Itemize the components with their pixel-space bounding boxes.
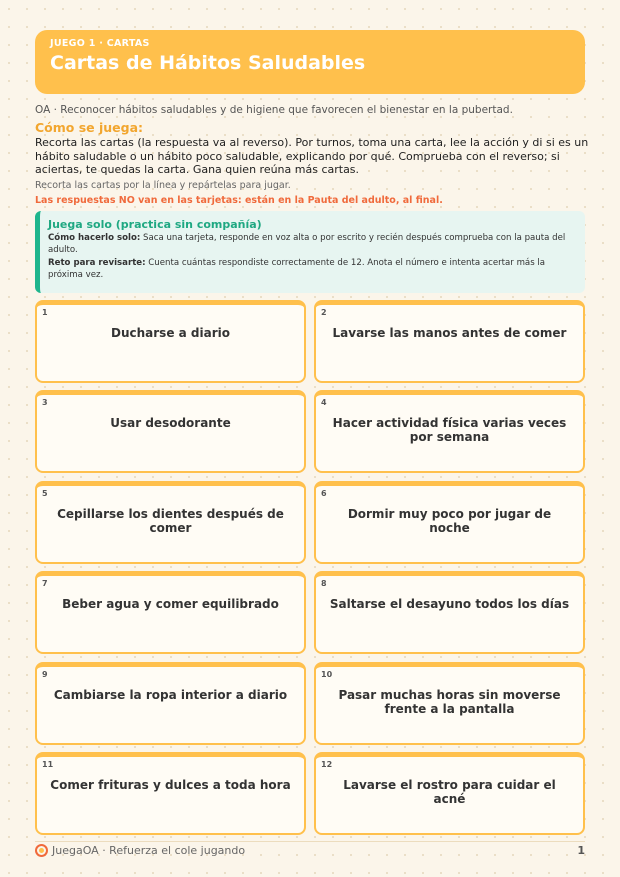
learning-objective: OA · Reconocer hábitos saludables y de higiene que favorecen el bienestar en la pubertad.	[35, 104, 513, 116]
card[interactable]	[314, 300, 585, 383]
card-text: Usar desodorante	[110, 416, 231, 430]
solo-how-text: Saca una tarjeta, responde en voz alta o por escrito y recién después comprueba con la pauta del adulto.	[48, 233, 566, 255]
card[interactable]	[35, 752, 306, 835]
card[interactable]	[314, 752, 585, 835]
card[interactable]	[314, 390, 585, 473]
card-text: Cepillarse los dientes después de comer	[57, 507, 284, 535]
answers-note: Las respuestas NO van en las tarjetas: están en la Pauta del adulto, al final.	[35, 195, 443, 206]
page-number: 1	[577, 844, 585, 857]
card-text: Pasar muchas horas sin moverse frente a la pantalla	[338, 688, 561, 716]
card-text: Lavarse el rostro para cuidar el acné	[343, 778, 556, 806]
card[interactable]	[35, 390, 306, 473]
card-number: 3	[42, 398, 48, 407]
card-number: 4	[321, 398, 327, 407]
card-text: Cambiarse la ropa interior a diario	[53, 688, 288, 702]
card-text: Hacer actividad física varias veces por semana	[332, 416, 567, 444]
card[interactable]	[35, 300, 306, 383]
card-number: 10	[321, 670, 333, 679]
card-text: Saltarse el desayuno todos los días	[329, 597, 570, 611]
solo-check	[48, 258, 573, 281]
card-text: Lavarse las manos antes de comer	[332, 326, 567, 340]
card-number: 9	[42, 670, 48, 679]
card[interactable]	[314, 481, 585, 564]
howto-heading: Cómo se juega:	[35, 120, 144, 135]
card-text: Dormir muy poco por jugar de noche	[347, 507, 552, 535]
solo-check-text: Cuenta cuántas respondiste correctamente de 12. Anota el número e intenta acertar más la próxima vez.	[48, 258, 546, 280]
card-number: 5	[42, 489, 48, 498]
solo-check-label: Reto para revisarte:	[48, 258, 146, 268]
card[interactable]	[35, 571, 306, 654]
card-number: 8	[321, 579, 327, 588]
brand-logo-icon	[35, 844, 48, 857]
solo-heading: Juega solo (practica sin compañía)	[48, 218, 262, 231]
footer-brand: JuegaOA · Refuerza el cole jugando	[52, 844, 246, 857]
solo-how-label: Cómo hacerlo solo:	[48, 233, 141, 243]
solo-how	[48, 233, 573, 256]
card[interactable]	[314, 571, 585, 654]
card-number: 11	[42, 760, 54, 769]
footer	[35, 844, 245, 857]
card[interactable]	[314, 662, 585, 745]
card-number: 12	[321, 760, 333, 769]
page-header	[35, 30, 585, 94]
footer-divider	[35, 841, 585, 842]
solo-play-box	[35, 211, 585, 293]
howto-text: Recorta las cartas (la respuesta va al reverso). Por turnos, toma una carta, lee la acción y di si es un hábito saludable o un hábito poco saludable, explicando por qué. Comprueba con el reverso; si aciertas, te quedas la carta. Gana quien reúna más cartas.	[35, 136, 589, 176]
cut-note: Recorta las cartas por la línea y repártelas para jugar.	[35, 180, 291, 191]
card[interactable]	[35, 662, 306, 745]
card-text: Beber agua y comer equilibrado	[62, 597, 279, 611]
card-text: Comer frituras y dulces a toda hora	[50, 778, 291, 792]
card-text: Ducharse a diario	[111, 326, 230, 340]
card-number: 1	[42, 308, 48, 317]
card-number: 2	[321, 308, 327, 317]
card-number: 7	[42, 579, 48, 588]
game-tag: JUEGO 1 · CARTAS	[50, 38, 150, 49]
page-title: Cartas de Hábitos Saludables	[50, 52, 366, 74]
card-number: 6	[321, 489, 327, 498]
card[interactable]	[35, 481, 306, 564]
